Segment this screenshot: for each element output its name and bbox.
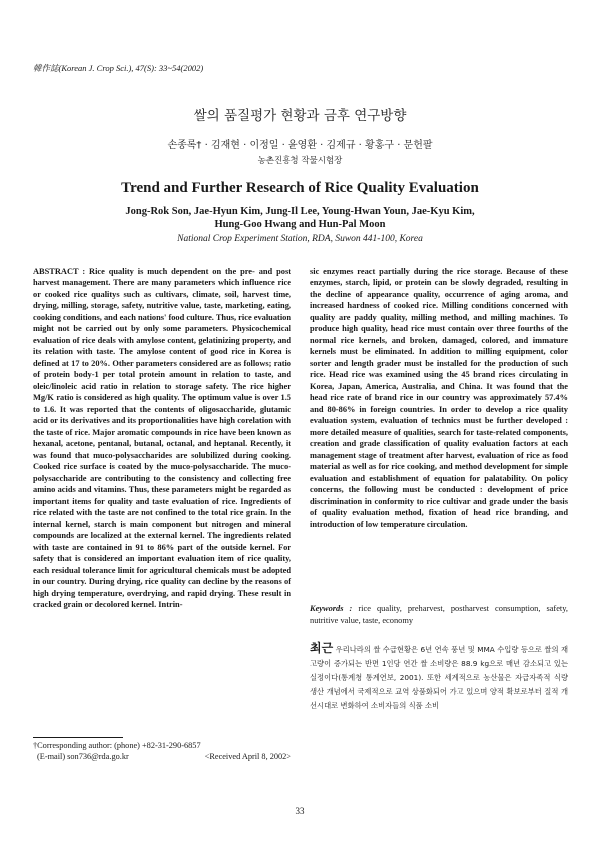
footnote-divider xyxy=(33,737,123,738)
english-title: Trend and Further Research of Rice Quality Evaluation xyxy=(121,180,479,196)
keywords-text: rice quality, preharvest, postharvest consumption, safety, nutritive value, taste, economy xyxy=(310,604,568,625)
korean-introduction xyxy=(310,641,568,713)
keywords-label: Keywords : xyxy=(310,604,353,613)
english-authors-line1: Jong-Rok Son, Jae-Hyun Kim, Jung-Il Lee, Young-Hwan Youn, Jae-Kyu Kim, xyxy=(125,206,475,217)
english-authors-line2: Hung-Goo Hwang and Hun-Pal Moon xyxy=(214,218,386,230)
footnote xyxy=(33,740,291,762)
english-authors xyxy=(0,206,600,231)
korean-intro-lead: 최근 xyxy=(310,641,334,655)
corresponding-author: †Corresponding author: (phone) +82-31-290-6857 xyxy=(33,741,201,750)
abstract-text-right: sic enzymes react partially during the rice storage. Because of these enzymes, starch, lipid, or protein can be slowly degraded, resulting in the decline of appearance quality, occurrence of aging aroma, and increased hardness of cooked rice. Milling conditions concerned with quality are paddy quality, milling method, and milling machines. To produce high quality, head rice must contain over three fourths of the normal rice kernels, and broken, damaged, colored, and immature kernels must be eliminated. In addition to milling equipment, color sorter and length grader must be installed for the production of such rice. Head rice was examined using the 45 brand rices circulating in Korea, Japan, America, Australia, and China. It was found that the head rice rate of brand rice in our country was approximately 57.4% and 80-86% in foreign countries. In order to develop a rice quality evaluation system, evaluation of technics must be further developed : more detailed measure of qualities, search for taste-related components, creation and grade classification of quality evaluation factors at each management stage of treatment after harvest, evaluation of rice as food material as well as for rice cooking, and method development for simple evaluation and establishment of equation for palatability. On policy concerns, the following must be conducted : development of price discrimination in conformity to rice cultivar and grade under the basis of quality evaluation method, fixation of head rice branding, and introduction of low temperature circulation. xyxy=(310,267,568,529)
keywords xyxy=(310,603,568,626)
abstract-text-left: ABSTRACT : Rice quality is much dependent on the pre- and post harvest management. There are many parameters which influence rice or cooked rice qualitys such as cultivars, climate, soil, harvest time, drying, milling, storage, safety, nutritive value, taste, marketing, eating, cooking conditions, and each nations' food culture. Thus, rice evaluation might not be carried out by only some parameters. Physicochemical evaluation of rice deals with amylose content, gelatinizing property, and its relation with taste. The amylose content of good rice in Korea is defined at 17 to 20%. Other parameters considered are as follows; ratio of protein body-1 per total protein amount in relation to taste, and oleic/linoleic acid ratio in relation to storage safety. The rice higher Mg/K ratio is considered as high quality. The optimum value is over 1.5 to 1.6. It was reported that the contents of oligosaccharide, glutamic acid or its derivatives and its proportionalities have high corelation with the taste of rice. Major aromatic compounds in rice have been known as hexanal, acetone, pentanal, butanal, octanal, and heptanal. Recently, it was found that muco-polysaccharides are solubilized during cooking. Cooked rice surface is coated by the muco-polysaccharide. The muco-polysaccharide are contributing to the consistency and collecting free amino acids and vitamins. Thus, these parameters might be regarded as important items for quality and taste evaluation of rice. Ingredients of rice related with the taste are not confined to the total rice grain. In the internal kernel, starch is main component but nitrogen and mineral compounds are localized at the external kernel. The ingredients related with taste are contained in 91 to 86% part of the outside kernel. For safety that is considered an important evaluation item of rice quality, each residual tolerance limit for agricultural chemicals must be adopted in our country. During drying, rice quality can decline by the reasons of high drying temperature, overdrying, and rapid drying. These result in cracked grain or decolored kernel. Intrin- xyxy=(33,267,291,610)
korean-title: 쌀의 품질평가 현황과 금후 연구방향 xyxy=(193,108,407,124)
page-number: 33 xyxy=(295,806,305,816)
journal-citation: 韓作誌(Korean J. Crop Sci.), 47(S): 33~54(2002) xyxy=(33,63,204,73)
author-email: (E-mail) son736@rda.go.kr xyxy=(37,752,129,761)
english-affiliation: National Crop Experiment Station, RDA, Suwon 441-100, Korea xyxy=(177,234,423,244)
abstract-left-column xyxy=(33,266,291,611)
korean-intro-text: 우리나라의 쌀 수급현황은 6년 연속 풍년 및 MMA 수입량 등으로 쌀의 재고량이 증가되는 반면 1인당 연간 쌀 소비량은 88.9 kg으로 매년 감소되고 있는 실정이다(통계청 통계연보, 2001). 또한 세계적으로 농산물은 자급자족적 식량 생산 개념에서 국제적으로 교역 상품화되어 가고 있으며 양적 확보로부터 질적 개선시대로 변화하여 소비자들의 식품 소비 xyxy=(310,645,568,711)
abstract-right-column xyxy=(310,266,568,530)
footnote-row xyxy=(33,751,291,762)
received-date: <Received April 8, 2002> xyxy=(204,752,291,761)
korean-authors: 손종록† · 김재현 · 이정일 · 윤영환 · 김제규 · 황홍구 · 문헌팔 xyxy=(167,140,433,151)
korean-affiliation: 농촌진흥청 작물시험장 xyxy=(257,156,343,166)
